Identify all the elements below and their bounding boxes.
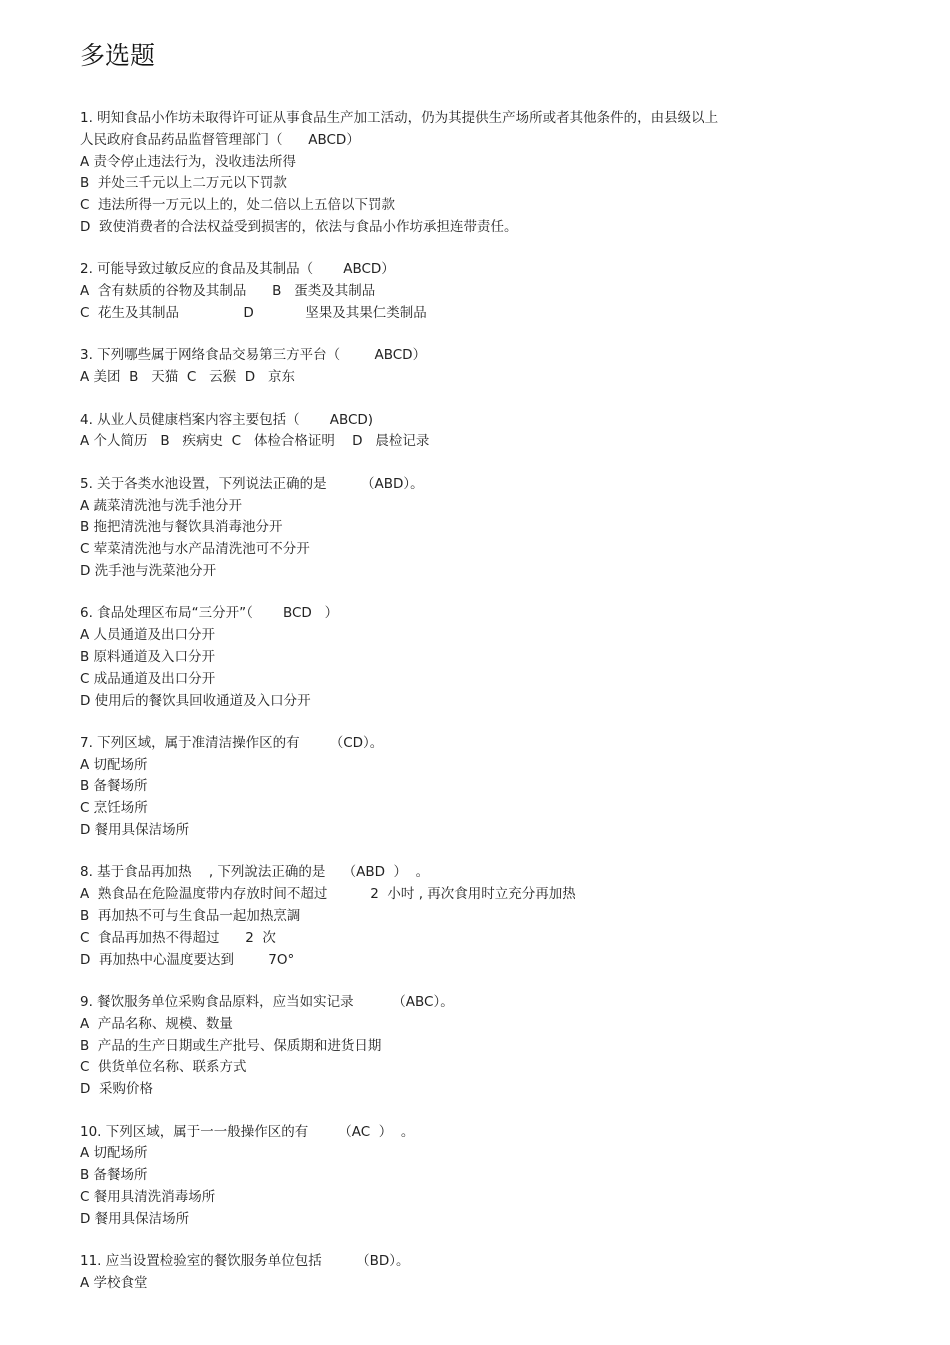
question-text: 10. 下列区域，属于一一般操作区的有 （AC ） 。 <box>80 1123 415 1140</box>
question-line: 人民政府食品药品监督管理部门（ ABCD） <box>80 131 360 148</box>
question-text: 4. 从业人员健康档案内容主要包括（ ABCD) <box>80 411 374 428</box>
question-line: C 餐用具清洗消毒场所 <box>80 1189 216 1206</box>
question-line: D 洗手池与洗菜池分开 <box>80 562 217 579</box>
question-text: 1. 明知食品小作坊未取得许可证从事食品生产加工活动，仍为其提供生产场所或者其他条件的，由县级以上 <box>80 110 719 126</box>
question-text: 3. 下列哪些属于网络食品交易第三方平台（ ABCD） <box>80 347 427 364</box>
question-line: A 学校食堂 <box>80 1275 148 1291</box>
question-line: C 供货单位名称、联系方式 <box>80 1059 247 1076</box>
question-block <box>80 1122 900 1231</box>
question-block <box>80 410 900 454</box>
question-block <box>80 603 900 712</box>
question-line: C 花生及其制品 D 坚果及其果仁类制品 <box>80 304 427 321</box>
question-line: D 致使消费者的合法权益受到损害的，依法与食品小作坊承担连带责任。 <box>80 218 518 235</box>
question-list <box>80 108 900 1315</box>
question-text: 9. 餐饮服务单位采购食品原料，应当如实记录 （ABC）。 <box>80 994 454 1011</box>
question-line: A 美团 B 天猫 C 云猴 D 京东 <box>80 369 295 386</box>
question-line: D 餐用具保洁场所 <box>80 1210 190 1227</box>
question-line: C 成品通道及出口分开 <box>80 670 216 687</box>
question-text: 5. 关于各类水池设置，下列说法正确的是 （ABD）。 <box>80 475 424 492</box>
question-line: A 蔬菜清洗池与洗手池分开 <box>80 497 243 514</box>
page-title: 多选题 <box>80 41 156 70</box>
question-line: D 使用后的餐饮具回收通道及入口分开 <box>80 692 311 709</box>
question-line: A 切配场所 <box>80 1145 148 1162</box>
question-line: D 采购价格 <box>80 1081 153 1098</box>
question-line: B 并处三千元以上二万元以下罚款 <box>80 175 287 192</box>
question-block <box>80 108 900 239</box>
question-line: C 食品再加热不得超过 2 次 <box>80 929 276 946</box>
question-text: 7. 下列区域，属于准清洁操作区的有 （CD）。 <box>80 734 384 751</box>
question-block <box>80 1251 900 1295</box>
question-block <box>80 733 900 842</box>
question-text: 6. 食品处理区布局“三分开”（ BCD ） <box>80 605 339 622</box>
question-line: A 含有麸质的谷物及其制品 B 蛋类及其制品 <box>80 283 376 300</box>
question-block <box>80 992 900 1101</box>
question-line: C 烹饪场所 <box>80 800 148 817</box>
question-line: B 备餐场所 <box>80 1167 148 1184</box>
question-line: C 违法所得一万元以上的，处二倍以上五倍以下罚款 <box>80 197 396 214</box>
question-line: D 再加热中心温度要达到 7O° <box>80 951 295 968</box>
question-text: 11. 应当设置检验室的餐饮服务单位包括 （BD）。 <box>80 1253 410 1270</box>
question-block <box>80 862 900 971</box>
question-text: 8. 基于食品再加热 , 下列說法正确的是 （ABD ） 。 <box>80 864 430 881</box>
question-block <box>80 259 900 324</box>
question-line: A 人员通道及出口分开 <box>80 627 216 644</box>
question-line: B 备餐场所 <box>80 778 148 795</box>
question-block <box>80 474 900 583</box>
question-line: A 个人简历 B 疾病史 C 体检合格证明 D 晨检记录 <box>80 433 430 450</box>
question-line: B 再加热不可与生食品一起加热烹調 <box>80 908 301 925</box>
question-line: B 产品的生产日期或生产批号、保质期和进货日期 <box>80 1037 382 1054</box>
question-line: D 餐用具保洁场所 <box>80 822 190 839</box>
question-line: A 产品名称、规模、数量 <box>80 1015 233 1032</box>
question-line: A 切配场所 <box>80 756 148 773</box>
question-block <box>80 345 900 389</box>
question-line: C 荤菜清洗池与水产品清洗池可不分开 <box>80 541 310 558</box>
question-line: B 拖把清洗池与餐饮具消毒池分开 <box>80 519 283 536</box>
question-line: A 熟食品在危险温度带内存放时间不超过 2 小吋 , 再次食用时立充分再加热 <box>80 886 576 903</box>
question-line: A 责令停止违法行为，没收违法所得 <box>80 153 297 170</box>
question-text: 2. 可能导致过敏反应的食品及其制品（ ABCD） <box>80 261 395 278</box>
question-line: B 原料通道及入口分开 <box>80 648 216 665</box>
